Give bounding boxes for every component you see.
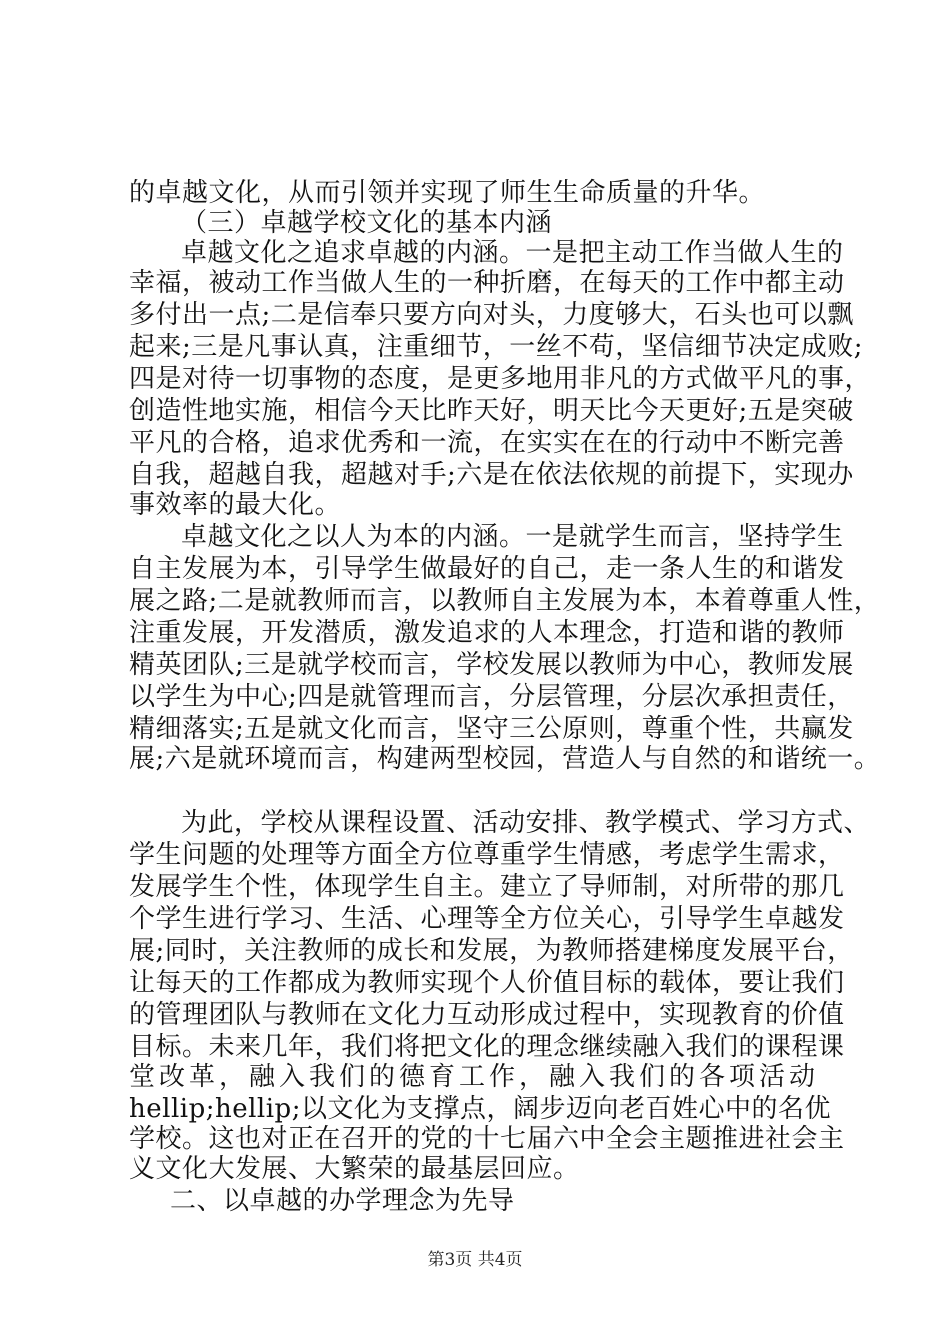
text-line: 多付出一点;二是信奉只要方向对头，力度够大，石头也可以飘 bbox=[129, 300, 854, 330]
section-heading: 二、以卓越的办学理念为先导 bbox=[170, 1186, 515, 1216]
text-line: 的卓越文化，从而引领并实现了师生生命质量的升华。 bbox=[129, 178, 766, 208]
text-line: 以学生为中心;四是就管理而言，分层管理，分层次承担责任， bbox=[129, 682, 854, 712]
text-line: 学校。这也对正在召开的党的十七届六中全会主题推进社会主 bbox=[129, 1124, 845, 1154]
text-line: 平凡的合格，追求优秀和一流，在实实在在的行动中不断完善 bbox=[129, 428, 845, 458]
text-line: hellip;hellip;以文化为支撑点，阔步迈向老百姓心中的名优 bbox=[129, 1094, 831, 1124]
text-line: 精英团队;三是就学校而言，学校发展以教师为中心，教师发展 bbox=[129, 650, 854, 680]
text-line: 展;同时，关注教师的成长和发展，为教师搭建梯度发展平台， bbox=[129, 936, 854, 966]
paragraph-start: 为此，学校从课程设置、活动安排、教学模式、学习方式、 bbox=[181, 808, 871, 838]
text-line: 的管理团队与教师在文化力互动形成过程中，实现教育的价值 bbox=[129, 1000, 845, 1030]
paragraph-start: 卓越文化之以人为本的内涵。一是就学生而言，坚持学生 bbox=[181, 522, 844, 552]
text-line: 展之路;二是就教师而言，以教师自主发展为本，本着尊重人性， bbox=[129, 586, 881, 616]
text-line: 幸福，被动工作当做人生的一种折磨，在每天的工作中都主动 bbox=[129, 268, 845, 298]
text-line: 义文化大发展、大繁荣的最基层回应。 bbox=[129, 1154, 580, 1184]
text-line: 自我，超越自我，超越对手;六是在依法依规的前提下，实现办 bbox=[129, 460, 854, 490]
text-line: 个学生进行学习、生活、心理等全方位关心，引导学生卓越发 bbox=[129, 904, 845, 934]
page-footer: 第3页 共4页 bbox=[427, 1250, 523, 1270]
text-line: 创造性地实施，相信今天比昨天好，明天比今天更好;五是突破 bbox=[129, 396, 854, 426]
text-line: 精细落实;五是就文化而言，坚守三公原则，尊重个性，共赢发 bbox=[129, 714, 854, 744]
text-line: 展;六是就环境而言，构建两型校园，营造人与自然的和谐统一。 bbox=[129, 744, 881, 774]
text-line: 学生问题的处理等方面全方位尊重学生情感，考虑学生需求， bbox=[129, 840, 845, 870]
text-line: 事效率的最大化。 bbox=[129, 490, 342, 520]
text-line: 注重发展，开发潜质，激发追求的人本理念，打造和谐的教师 bbox=[129, 618, 845, 648]
text-line: 目标。未来几年，我们将把文化的理念继续融入我们的课程课 bbox=[129, 1032, 845, 1062]
section-heading: （三）卓越学校文化的基本内涵 bbox=[181, 208, 553, 238]
text-line: 发展学生个性，体现学生自主。建立了导师制，对所带的那几 bbox=[129, 872, 845, 902]
text-line: 自主发展为本，引导学生做最好的自己，走一条人生的和谐发 bbox=[129, 554, 845, 584]
text-line: 堂改革，融入我们的德育工作，融入我们的各项活动 bbox=[129, 1062, 820, 1092]
text-line: 让每天的工作都成为教师实现个人价值目标的载体，要让我们 bbox=[129, 968, 845, 998]
paragraph-start: 卓越文化之追求卓越的内涵。一是把主动工作当做人生的 bbox=[181, 238, 844, 268]
text-line: 四是对待一切事物的态度，是更多地用非凡的方式做平凡的事， bbox=[129, 364, 872, 394]
text-line: 起来;三是凡事认真，注重细节，一丝不苟，坚信细节决定成败; bbox=[129, 332, 864, 362]
